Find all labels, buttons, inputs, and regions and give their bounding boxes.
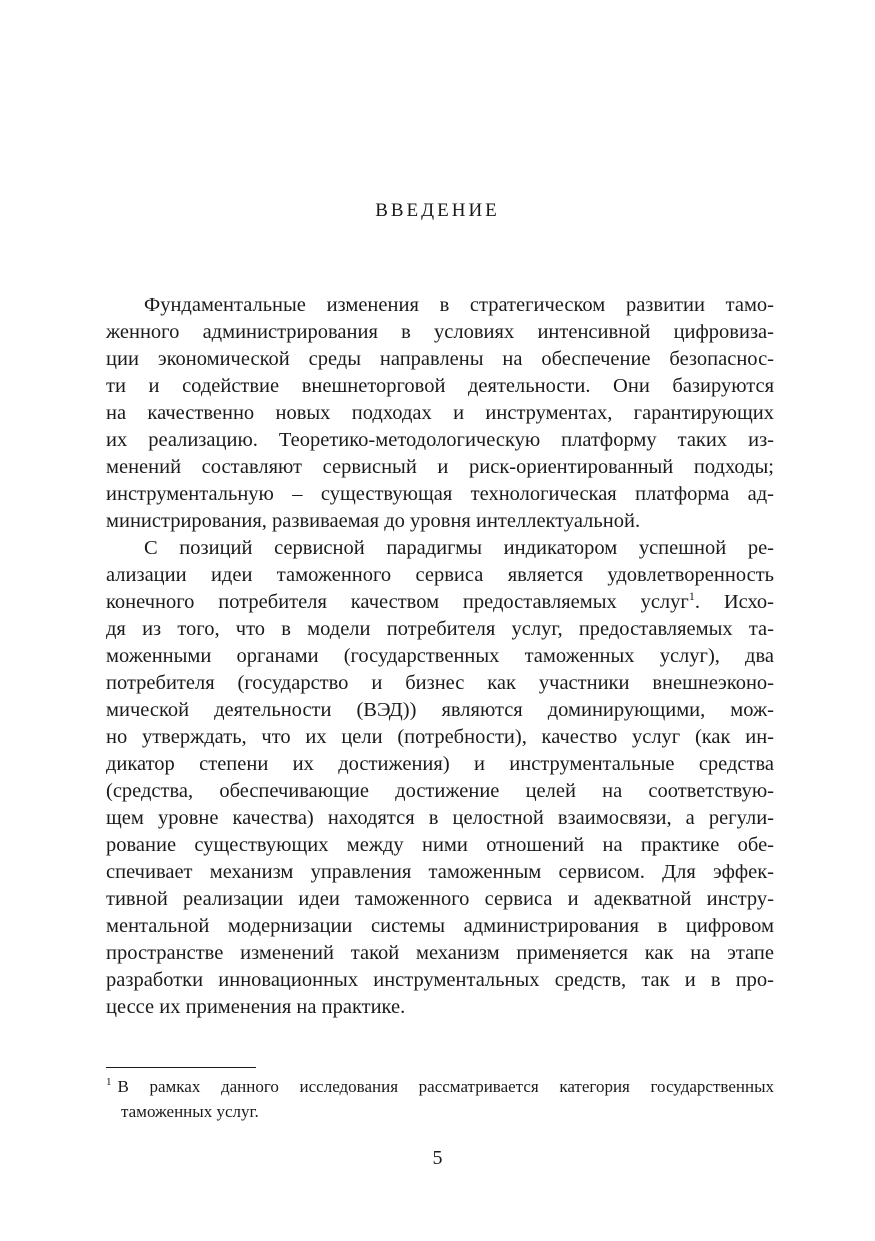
paragraph-line: потребителя (государство и бизнес как участники внешнеэконо- xyxy=(106,672,774,694)
page-title: ВВЕДЕНИЕ xyxy=(375,200,500,221)
paragraph-line: рование существующих между ними отношений на практике обе- xyxy=(106,834,774,856)
footnote-line: таможенных услуг. xyxy=(121,1102,259,1121)
paragraph-line: Фундаментальные изменения в стратегическом развитии тамо- xyxy=(144,294,774,316)
paragraph-line: щем уровне качества) находятся в целостной взаимосвязи, а регули- xyxy=(106,807,774,829)
paragraph-line: спечивает механизм управления таможенным сервисом. Для эффек- xyxy=(106,861,774,883)
paragraph-line: ментальной модернизации системы администрирования в цифровом xyxy=(106,915,774,937)
paragraph-1 xyxy=(106,292,774,535)
paragraph-line: ти и содействие внешнеторговой деятельности. Они базируются xyxy=(106,375,774,397)
paragraph-line: мической деятельности (ВЭД)) являются доминирующими, мож- xyxy=(106,699,774,721)
paragraph-line: женного администрирования в условиях интенсивной цифровиза- xyxy=(106,321,774,343)
footnote xyxy=(106,1074,774,1124)
paragraph-line: С позиций сервисной парадигмы индикатором успешной ре- xyxy=(144,537,774,559)
paragraph-line: дикатор степени их достижения) и инструментальные средства xyxy=(106,753,774,775)
paragraph-text: . Исхо- xyxy=(694,591,774,613)
paragraph-line xyxy=(106,589,774,616)
paragraph-line: (средства, обеспечивающие достижение целей на соответствую- xyxy=(106,780,774,802)
paragraph-line: тивной реализации идеи таможенного сервиса и адекватной инстру- xyxy=(106,888,774,910)
paragraph-line: дя из того, что в модели потребителя услуг, предоставляемых та- xyxy=(106,618,774,640)
paragraph-line: их реализацию. Теоретико-методологическую платформу таких из- xyxy=(106,429,774,451)
paragraph-line: моженными органами (государственных таможенных услуг), два xyxy=(106,645,774,667)
body-text xyxy=(106,292,774,1021)
paragraph-text: конечного потребителя качеством предоставляемых услуг xyxy=(106,591,689,613)
paragraph-line: разработки инновационных инструментальных средств, так и в про- xyxy=(106,969,774,991)
footnote-line xyxy=(106,1074,774,1099)
page-number: 5 xyxy=(432,1147,443,1169)
paragraph-line: цессе их применения на практике. xyxy=(106,996,406,1018)
paragraph-line: ализации идеи таможенного сервиса является удовлетворенность xyxy=(106,564,774,586)
paragraph-line: на качественно новых подходах и инструментах, гарантирующих xyxy=(106,402,774,424)
paragraph-line: пространстве изменений такой механизм применяется как на этапе xyxy=(106,942,774,964)
footnote-reference[interactable]: 1 xyxy=(688,589,695,603)
paragraph-line: ции экономической среды направлены на обеспечение безопаснос- xyxy=(106,348,774,370)
footnote-marker: 1 xyxy=(106,1076,112,1088)
paragraph-line: менений составляют сервисный и риск-ориентированный подходы; xyxy=(106,456,774,478)
paragraph-line: министрирования, развиваемая до уровня интеллектуальной. xyxy=(106,510,641,532)
footnote-text: В рамках данного исследования рассматривается категория государственных xyxy=(117,1077,774,1096)
paragraph-line: инструментальную – существующая технологическая платформа ад- xyxy=(106,483,774,505)
paragraph-line: но утверждать, что их цели (потребности), качество услуг (как ин- xyxy=(106,726,774,748)
footnote-divider xyxy=(106,1067,256,1068)
paragraph-2 xyxy=(106,535,774,1021)
